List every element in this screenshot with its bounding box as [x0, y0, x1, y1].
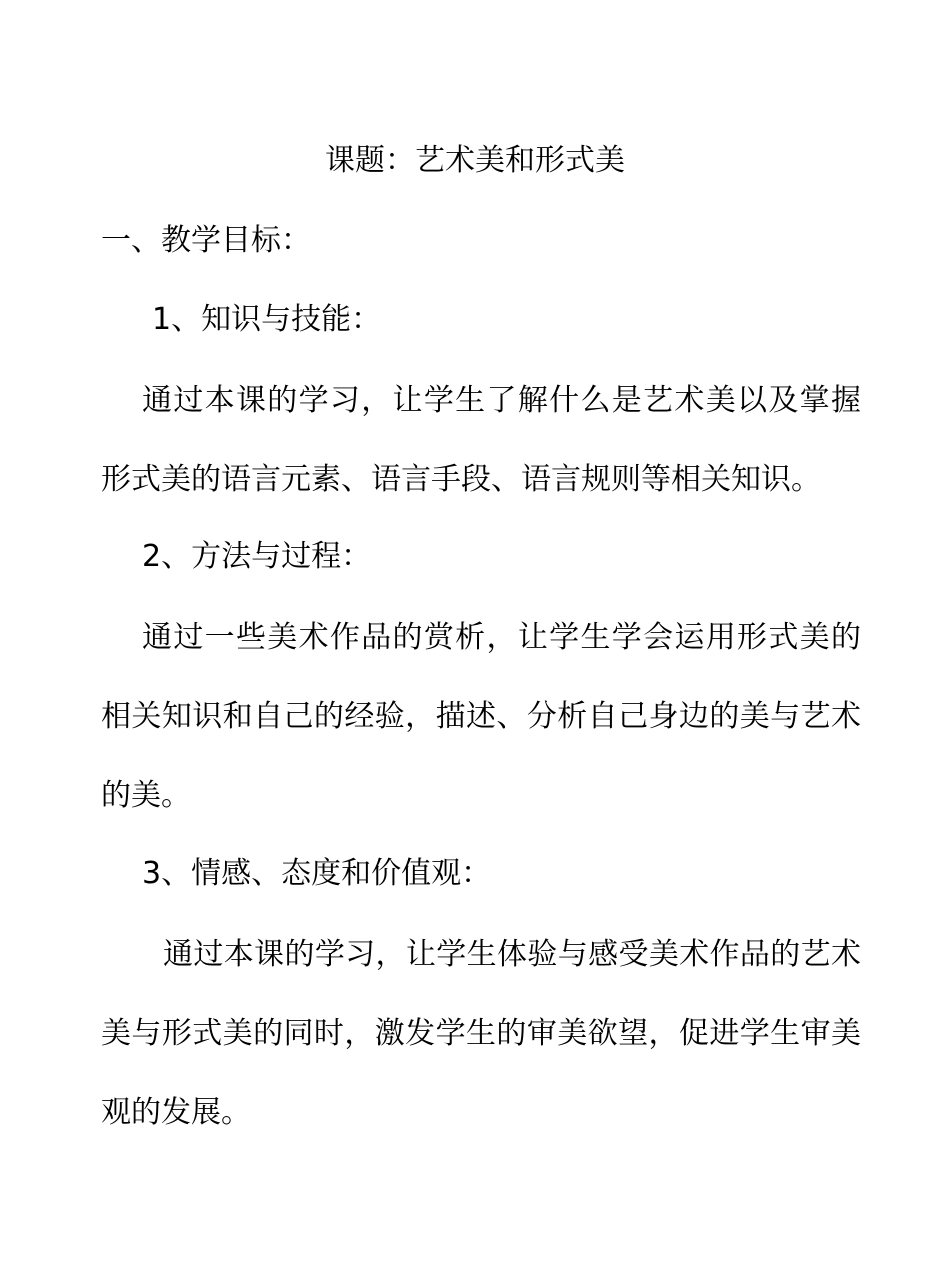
section-heading: 一、教学目标： [101, 223, 311, 258]
item-body-method-process: 通过一些美术作品的赏析，让学生学会运用形式美的相关知识和自己的经验，描述、分析自己身边的美与艺术的美。 [101, 620, 861, 813]
item-body-emotion-attitude-values: 通过本课的学习，让学生体验与感受美术作品的艺术美与形式美的同时，激发学生的审美欲望，促进学生审美观的发展。 [101, 937, 861, 1130]
document-title: 课题：艺术美和形式美 [325, 143, 625, 178]
item-body-knowledge-skills: 通过本课的学习，让学生了解什么是艺术美以及掌握形式美的语言元素、语言手段、语言规则等相关知识。 [101, 383, 861, 497]
item-heading-knowledge-skills: 1、知识与技能： [152, 302, 382, 337]
item-heading-method-process: 2、方法与过程： [142, 539, 372, 574]
item-heading-emotion-attitude-values: 3、情感、态度和价值观： [142, 856, 492, 891]
